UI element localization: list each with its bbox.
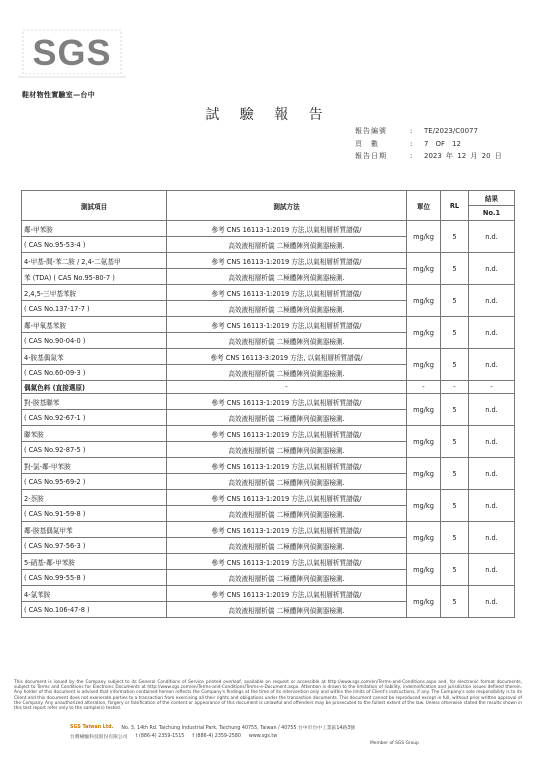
table-row <box>22 394 515 410</box>
rl-cell: 5 <box>441 317 469 349</box>
item-cas: ( CAS No.106-47-8 ) <box>22 602 167 618</box>
unit-cell: mg/kg <box>407 458 441 490</box>
unit-cell: mg/kg <box>407 349 441 381</box>
method-line: 參考 CNS 16113-1:2019 方法,以氣相層析質譜儀/ <box>167 221 407 237</box>
item-cas: ( CAS No.95-53-4 ) <box>22 237 167 253</box>
item-name: 鄰-甲苯胺 <box>22 221 167 237</box>
unit-cell: mg/kg <box>407 253 441 285</box>
footer-contact <box>70 724 520 746</box>
result-cell: n.d. <box>469 586 515 618</box>
result-cell: n.d. <box>469 221 515 253</box>
method-line: 參考 CNS 16113-1:2019 方法,以氣相層析質譜儀/ <box>167 253 407 269</box>
table-row <box>22 349 515 365</box>
rl-cell: 5 <box>441 285 469 317</box>
unit-cell: mg/kg <box>407 285 441 317</box>
footer-brand-cn: 台灣檢驗科技股份有限公司 <box>70 735 128 740</box>
item-name: 4-甲基-間-苯二胺 / 2,4-二氨基甲 <box>22 253 167 269</box>
header-result: 結果 <box>469 191 515 206</box>
table-row <box>22 253 515 269</box>
result-cell: n.d. <box>469 253 515 285</box>
method-line: 高效液相層析儀 二極體陣列偵測器檢測. <box>167 442 407 458</box>
unit-cell: mg/kg <box>407 554 441 586</box>
meta-value: 2023 年 12 月 20 日 <box>424 152 502 160</box>
result-cell: n.d. <box>469 317 515 349</box>
meta-value: 7 OF 12 <box>424 139 461 148</box>
section-name: 偶氮色料 (直接選原) <box>22 381 167 394</box>
footer-brand: SGS Taiwan Ltd. <box>70 725 114 730</box>
method-line: 參考 CNS 16113-1:2019 方法,以氣相層析質譜儀/ <box>167 522 407 538</box>
footer-disclaimer: This document is issued by the Company subject to its General Conditions of Service printed overleaf, available on request or accessible at http://www.sgs.com/en/Terms-and-Conditions.aspx and, for electronic format documents, subject to Terms and Conditions for Electronic Documents at http://www.sgs.com/en/Terms-and-Conditions/Terms-e-Document.aspx. Attention is drawn to the limitation of liability, indemnification and jurisdiction issues defined therein. Any holder of this document is advised that information contained hereon reflects the Company's findings at the time of its intervention only and within the limits of Client's instructions, if any. The Company's sole responsibility is to its Client and this document does not exonerate parties to a transaction from exercising all their rights and obligations under the transaction documents. This document cannot be reproduced except in full, without prior written approval of the Company. Any unauthorized alteration, forgery or falsification of the content or appearance of this document is unlawful and offenders may be prosecuted to the fullest extent of the law. Unless otherwise stated the results shown in this test report refer only to the sample(s) tested. <box>14 680 522 712</box>
item-cas: ( CAS No.60-09-3 ) <box>22 365 167 381</box>
footer-member: Member of SGS Group <box>370 741 419 746</box>
sgs-logo <box>18 25 126 83</box>
footer-web[interactable]: www.sgs.tw <box>248 734 278 739</box>
results-table <box>21 190 515 618</box>
header-method: 測試方法 <box>167 191 407 221</box>
rl-cell: 5 <box>441 554 469 586</box>
method-line: 高效液相層析儀 二極體陣列偵測器檢測. <box>167 570 407 586</box>
item-cas: ( CAS No.95-69-2 ) <box>22 474 167 490</box>
footer-fax: f (886-4) 2359-2580 <box>192 734 241 739</box>
meta-label: 頁 數 <box>355 139 379 148</box>
item-name: 鄰-甲氧基苯胺 <box>22 317 167 333</box>
footer-address: No. 3, 14th Rd. Taichung Industrial Park, Taichung 40755, Taiwan / 40755 台中市台中工業區14路3號 <box>121 726 356 731</box>
meta-value: TE/2023/C0077 <box>424 127 478 135</box>
section-unit: - <box>407 381 441 394</box>
table-row <box>22 221 515 237</box>
rl-cell: 5 <box>441 458 469 490</box>
result-cell: n.d. <box>469 426 515 458</box>
result-cell: n.d. <box>469 554 515 586</box>
report-title: 試 驗 報 告 <box>205 107 331 123</box>
report-meta: 報告編號 : TE/2023/C0077 頁 數 : 7 OF 12 報告日期 : 2023 年 12 月 20 日 <box>355 125 502 163</box>
meta-label: 報告日期 <box>355 152 387 160</box>
method-line: 高效液相層析儀 二極體陣列偵測器檢測. <box>167 269 407 285</box>
method-line: 高效液相層析儀 二極體陣列偵測器檢測. <box>167 301 407 317</box>
section-result: - <box>469 381 515 394</box>
method-line: 參考 CNS 16113-1:2019 方法,以氣相層析質譜儀/ <box>167 586 407 602</box>
table-row <box>22 285 515 301</box>
item-name: 4-胺基偶氮苯 <box>22 349 167 365</box>
unit-cell: mg/kg <box>407 394 441 426</box>
method-line: 參考 CNS 16113-1:2019 方法,以氣相層析質譜儀/ <box>167 317 407 333</box>
item-name: 2-萘胺 <box>22 490 167 506</box>
table-row <box>22 522 515 538</box>
method-line: 參考 CNS 16113-3:2019 方法, 以氣相層析質譜儀/ <box>167 349 407 365</box>
rl-cell: 5 <box>441 253 469 285</box>
table-row <box>22 426 515 442</box>
item-name: 對-胺基聯苯 <box>22 394 167 410</box>
unit-cell: mg/kg <box>407 490 441 522</box>
header-rl: RL <box>441 191 469 221</box>
result-cell: n.d. <box>469 285 515 317</box>
header-item: 測試項目 <box>22 191 167 221</box>
item-cas: ( CAS No.92-67-1 ) <box>22 410 167 426</box>
rl-cell: 5 <box>441 426 469 458</box>
rl-cell: 5 <box>441 349 469 381</box>
result-cell: n.d. <box>469 522 515 554</box>
unit-cell: mg/kg <box>407 426 441 458</box>
header-unit: 單位 <box>407 191 441 221</box>
logo-text: SGS <box>32 32 112 73</box>
footer-phone: t (886-4) 2359-1515 <box>135 734 185 739</box>
unit-cell: mg/kg <box>407 317 441 349</box>
section-method: - <box>167 381 407 394</box>
method-line: 高效液相層析儀 二極體陣列偵測器檢測. <box>167 237 407 253</box>
item-name: 聯苯胺 <box>22 426 167 442</box>
table-row <box>22 317 515 333</box>
method-line: 參考 CNS 16113-1:2019 方法,以氣相層析質譜儀/ <box>167 394 407 410</box>
table-row <box>22 458 515 474</box>
lab-name: 鞋材物性實驗室—台中 <box>22 91 95 99</box>
table-row <box>22 554 515 570</box>
item-name: 5-硝基-鄰-甲苯胺 <box>22 554 167 570</box>
result-cell: n.d. <box>469 394 515 426</box>
item-name: 4-氯苯胺 <box>22 586 167 602</box>
rl-cell: 5 <box>441 394 469 426</box>
item-cas: ( CAS No.99-55-8 ) <box>22 570 167 586</box>
method-line: 高效液相層析儀 二極體陣列偵測器檢測. <box>167 538 407 554</box>
section-row <box>22 381 515 394</box>
item-name: 對-氯-鄰-甲苯胺 <box>22 458 167 474</box>
unit-cell: mg/kg <box>407 586 441 618</box>
header-result-no: No.1 <box>469 206 515 221</box>
method-line: 參考 CNS 16113-1:2019 方法,以氣相層析質譜儀/ <box>167 490 407 506</box>
unit-cell: mg/kg <box>407 522 441 554</box>
rl-cell: 5 <box>441 490 469 522</box>
method-line: 高效液相層析儀 二極體陣列偵測器檢測. <box>167 474 407 490</box>
method-line: 參考 CNS 16113-1:2019 方法,以氣相層析質譜儀/ <box>167 426 407 442</box>
result-cell: n.d. <box>469 458 515 490</box>
method-line: 參考 CNS 16113-1:2019 方法,以氣相層析質譜儀/ <box>167 458 407 474</box>
rl-cell: 5 <box>441 221 469 253</box>
method-line: 高效液相層析儀 二極體陣列偵測器檢測. <box>167 602 407 618</box>
method-line: 高效液相層析儀 二極體陣列偵測器檢測. <box>167 333 407 349</box>
method-line: 高效液相層析儀 二極體陣列偵測器檢測. <box>167 365 407 381</box>
table-row <box>22 586 515 602</box>
item-name: 鄰-胺基偶氮甲苯 <box>22 522 167 538</box>
method-line: 高效液相層析儀 二極體陣列偵測器檢測. <box>167 410 407 426</box>
item-cas: ( CAS No.91-59-8 ) <box>22 506 167 522</box>
item-name: 2,4,5-三甲基苯胺 <box>22 285 167 301</box>
item-cas: 苯 (TDA) ( CAS No.95-80-7 ) <box>22 269 167 285</box>
item-cas: ( CAS No.137-17-7 ) <box>22 301 167 317</box>
item-cas: ( CAS No.97-56-3 ) <box>22 538 167 554</box>
method-line: 高效液相層析儀 二極體陣列偵測器檢測. <box>167 506 407 522</box>
method-line: 參考 CNS 16113-1:2019 方法,以氣相層析質譜儀/ <box>167 554 407 570</box>
unit-cell: mg/kg <box>407 221 441 253</box>
result-cell: n.d. <box>469 349 515 381</box>
result-cell: n.d. <box>469 490 515 522</box>
table-row <box>22 490 515 506</box>
section-rl: - <box>441 381 469 394</box>
rl-cell: 5 <box>441 522 469 554</box>
rl-cell: 5 <box>441 586 469 618</box>
method-line: 參考 CNS 16113-1:2019 方法,以氣相層析質譜儀/ <box>167 285 407 301</box>
meta-label: 報告編號 <box>355 127 387 135</box>
item-cas: ( CAS No.92-87-5 ) <box>22 442 167 458</box>
item-cas: ( CAS No.90-04-0 ) <box>22 333 167 349</box>
